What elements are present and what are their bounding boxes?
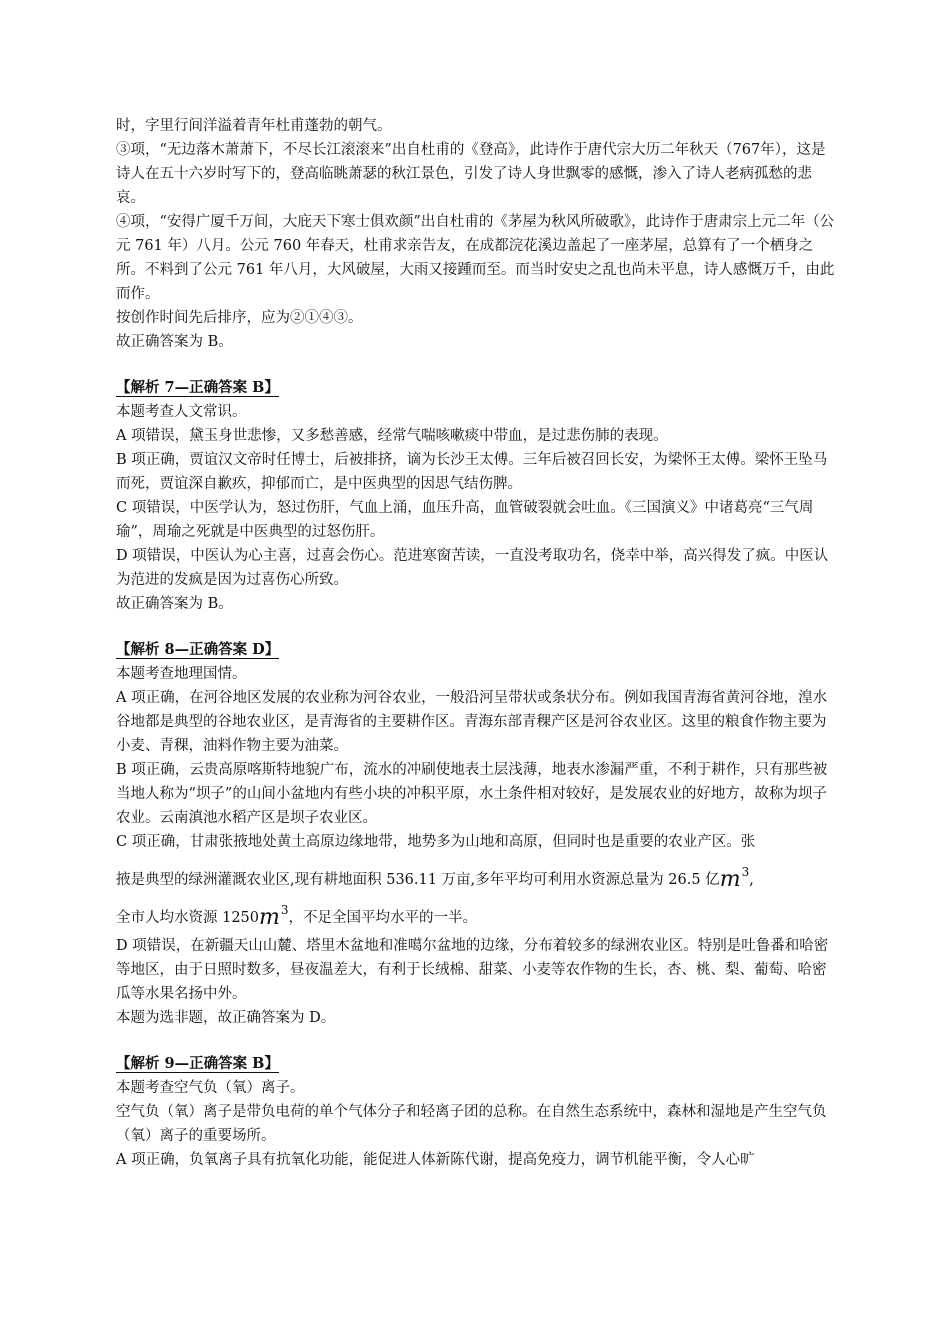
- unit-cubic-meter: $m^3$: [719, 865, 750, 892]
- paragraph: D 项错误，在新疆天山山麓、塔里木盆地和准噶尔盆地的边缘，分布着较多的绿洲农业区。特别是吐鲁番和哈密等地区，由于日照时数多，昼夜温差大，有利于长绒棉、甜菜、小麦等农作物的生长，杏、桃、梨、葡萄、哈密瓜等水果名扬中外。: [116, 938, 829, 1002]
- paragraph: A 项正确，在河谷地区发展的农业称为河谷农业，一般沿河呈带状或条状分布。例如我国青海省黄河谷地，湟水谷地都是典型的谷地农业区，是青海省的主要耕作区。青海东部青稞产区是河谷农业区。这里的粮食作物主要为小麦、青稞，油料作物主要为油菜。: [116, 690, 828, 754]
- paragraph: A 项错误，黛玉身世悲惨，又多愁善感，经常气喘咳嗽痰中带血，是过悲伤肺的表现。: [116, 428, 668, 444]
- paragraph: A 项正确，负氧离子具有抗氧化功能，能促进人体新陈代谢，提高免疫力，调节机能平衡，令人心旷: [116, 1152, 755, 1168]
- paragraph: C 项错误，中医学认为，怒过伤肝，气血上涌，血压升高，血管破裂就会吐血。《三国演义》中诸葛亮“三气周瑜”，周瑜之死就是中医典型的过怒伤肝。: [116, 500, 814, 540]
- paragraph: 本题考查空气负（氧）离子。: [116, 1080, 305, 1096]
- paragraph: 故正确答案为 B。: [116, 596, 233, 612]
- paragraph: ④项，“安得广厦千万间，大庇天下寒士俱欢颜”出自杜甫的《茅屋为秋风所破歌》，此诗作于唐肃宗上元二年（公元 761 年）八月。公元 760 年春天，杜甫求亲告友，在成都浣花溪边盖起了一座茅屋，总算有了一个栖身之所。不料到了公元 761 年八月，大风破屋，大雨又接踵而至。而当时安史之乱也尚未平息，诗人感慨万千，由此而作。: [116, 214, 835, 302]
- paragraph: 时，字里行间洋溢着青年杜甫蓬勃的朝气。: [116, 118, 392, 134]
- paragraph: 按创作时间先后排序，应为②①④③。: [116, 310, 363, 326]
- section-heading-7: 【解析 7—正确答案 B】: [116, 379, 279, 396]
- paragraph: 空气负（氧）离子是带负电荷的单个气体分子和轻离子团的总称。在自然生态系统中，森林和湿地是产生空气负（氧）离子的重要场所。: [116, 1104, 827, 1144]
- paragraph: D 项错误，中医认为心主喜，过喜会伤心。范进寒窗苦读，一直没考取功名，侥幸中举，高兴得发了疯。中医认为范进的发疯是因为过喜伤心所致。: [116, 548, 829, 588]
- document-content: [116, 114, 838, 1172]
- paragraph: ③项，“无边落木萧萧下，不尽长江滚滚来”出自杜甫的《登高》，此诗作于唐代宗大历二年秋天（767年），这是诗人在五十六岁时写下的，登高临眺萧瑟的秋江景色，引发了诗人身世飘零的感慨，渗入了诗人老病孤愁的悲哀。: [116, 142, 826, 206]
- paragraph: 故正确答案为 B。: [116, 334, 233, 350]
- paragraph-c-line3: 全市人均水资源 $1250m^3$，不足全国平均水平的一半。: [116, 903, 478, 930]
- paragraph: 本题考查人文常识。: [116, 404, 247, 420]
- paragraph: B 项正确，贾谊汉文帝时任博士，后被排挤，谪为长沙王太傅。三年后被召回长安，为梁怀王太傅。梁怀王坠马而死，贾谊深自歉疚，抑郁而亡，是中医典型的因思气结伤脾。: [116, 452, 828, 492]
- section-heading-8: 【解析 8—正确答案 D】: [116, 641, 280, 658]
- paragraph: 本题为选非题，故正确答案为 D。: [116, 1010, 336, 1026]
- paragraph-c-line2: 掖是典型的绿洲灌溉农业区,现有耕地面积 536.11 万亩,多年平均可利用水资源总量为 26.5 亿$m^3$,: [116, 865, 754, 892]
- section-heading-9: 【解析 9—正确答案 B】: [116, 1055, 279, 1072]
- paragraph: B 项正确，云贵高原喀斯特地貌广布，流水的冲刷使地表土层浅薄，地表水渗漏严重，不利于耕作，只有那些被当地人称为“坝子”的山间小盆地内有些小块的冲积平原，水土条件相对较好，是发展农业的好地方，故称为坝子农业。云南滇池水稻产区是坝子农业区。: [116, 762, 828, 826]
- unit-cubic-meter: $m^3$: [259, 903, 289, 930]
- paragraph-c-line1: C 项正确，甘肃张掖地处黄土高原边缘地带，地势多为山地和高原，但同时也是重要的农业产区。张: [116, 834, 756, 850]
- paragraph: 本题考查地理国情。: [116, 666, 247, 682]
